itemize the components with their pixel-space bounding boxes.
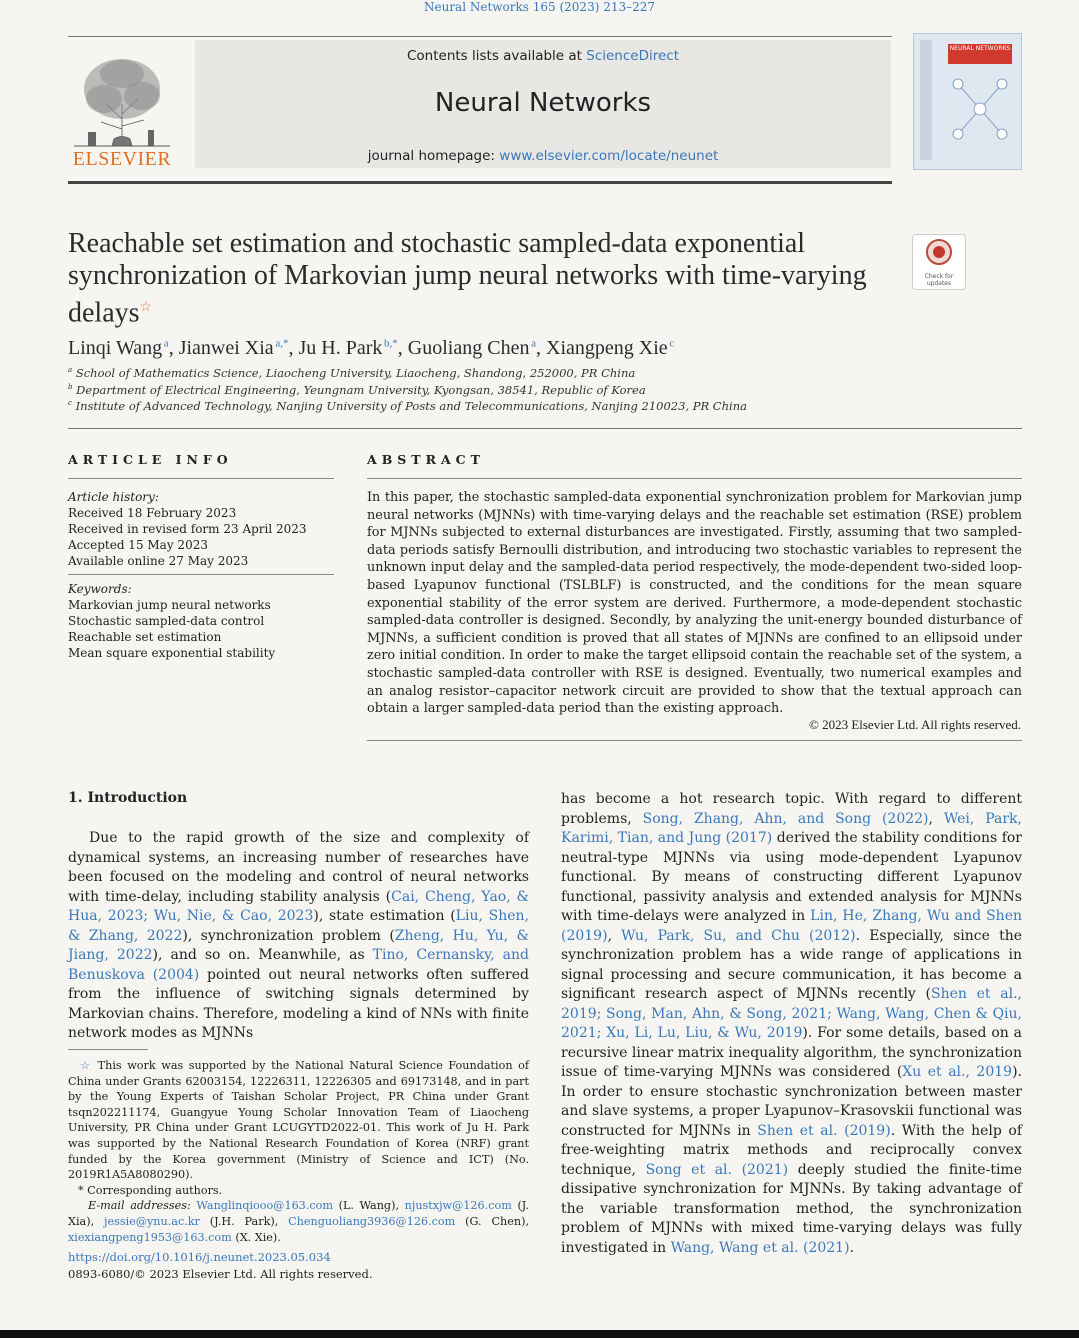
title-footnote-mark[interactable]: ☆ (139, 300, 153, 315)
check-updates-icon (913, 235, 965, 269)
journal-homepage-line (195, 148, 891, 164)
affiliation-b (68, 383, 646, 397)
title-bottom-rule (68, 428, 1022, 429)
citation-link[interactable]: Song et al. (2021) (645, 1161, 789, 1178)
keywords-label: Keywords: (68, 582, 132, 596)
cover-title: NEURAL NETWORKS (948, 44, 1012, 64)
author-name[interactable]: Xiangpeng Xie (546, 337, 668, 359)
affil-mark: c (68, 399, 72, 408)
email-link[interactable]: Chenguoliang3936@126.com (288, 1214, 456, 1228)
funding-text: This work was supported by the National Natural Science Foundation of China under Grants 62003154, 12226311, 12226305 and 69173148, and in part by the Young Experts of Taishan Scholar Project, PR China under Grant tsqn202211174, Guangyue Young Scholar Innovation Team of Liaocheng University, PR China under Grant LCUGYTD2022-01. This work of Ju H. Park was supported by the National Research Foundation of Korea (NRF) grant funded by the Korea government (Ministry of Science and ICT) (No. 2019R1A5A8080290). (68, 1059, 529, 1182)
body-text: ). For some details, based on a recursive linear matrix inequality algorithm, the synchronization issue of time-varying MJNNs was considered ( (561, 1025, 1022, 1080)
email-label: E-mail addresses: (88, 1199, 191, 1213)
citation-link[interactable]: Tino, Cernansky, and Benuskova (2004) (68, 947, 529, 983)
citation-link[interactable]: Shen et al. (2019) (757, 1122, 891, 1139)
body-text: Due to the rapid growth of the size and complexity of dynamical systems, an increasing number of researches have been focused on the modeling and control of neural networks with time-delay, including stability analysis ( (68, 830, 529, 905)
history-online: Available online 27 May 2023 (68, 554, 249, 568)
email-owner: (J.H. Park) (209, 1214, 275, 1228)
journal-citation[interactable]: Neural Networks 165 (2023) 213–227 (423, 0, 656, 14)
affil-text: Department of Electrical Engineering, Yeungnam University, Kyongsan, 38541, Republic of Korea (76, 383, 646, 397)
footnote-rule (68, 1049, 148, 1050)
citation-link[interactable]: Liu, Shen, & Zhang, 2022 (68, 908, 529, 944)
elsevier-wordmark: ELSEVIER (72, 148, 172, 170)
history-label: Article history: (68, 490, 159, 504)
intro-left-column (68, 829, 529, 1044)
sciencedirect-link[interactable]: ScienceDirect (586, 48, 680, 64)
keyword-item: Mean square exponential stability (68, 646, 276, 660)
journal-homepage-link[interactable]: www.elsevier.com/locate/neunet (499, 148, 719, 164)
body-text: . (849, 1239, 855, 1256)
email-footnote: E-mail addresses: Wanglinqiooo@163.com (L. Wang), njustxjw@126.com (J. Xia), jessie@ynu.ac.kr (J.H. Park), Chenguoliang3936@126.com (G. Chen), xiexiangpeng1953@163.com (X. Xie). (68, 1199, 529, 1244)
body-text: derived the stability conditions for neutral-type MJNNs via using mode-dependent Lyapunov functional. By means of constructing different Lyapunov functional, passivity analysis and extended analysis for MJNNs with time-delays were analyzed in (561, 830, 1022, 924)
journal-cover-thumbnail[interactable] (913, 33, 1022, 170)
funding-footnote-mark: ☆ (78, 1059, 93, 1072)
history-received: Received 18 February 2023 (68, 506, 237, 520)
citation-link[interactable]: Zheng, Hu, Yu, & Jiang, 2022 (68, 927, 529, 963)
body-text: ), synchronization problem ( (182, 927, 395, 944)
keyword-item: Reachable set estimation (68, 630, 222, 644)
body-text: , (928, 810, 944, 827)
citation-link[interactable]: Wang, Wang et al. (2021) (670, 1239, 850, 1256)
check-for-updates-button[interactable] (912, 234, 966, 290)
author-list: Linqi Wang $^a$, Jianwei Xia $^{a,*}$, Ju H. Park $^{b,*}$, Guoliang Chen $^a$, Xiangpeng Xie $^c$ (68, 337, 675, 359)
check-updates-label: Check for updates (924, 273, 954, 287)
author-affil-mark[interactable]: c (669, 337, 675, 350)
body-text: , (607, 927, 622, 944)
author-affil-mark[interactable]: a,* (275, 337, 289, 350)
author-affil-mark[interactable]: a (163, 337, 169, 350)
body-text: ), state estimation ( (313, 908, 456, 924)
header-bottom-rule (68, 181, 892, 184)
corresponding-text: Corresponding authors. (87, 1183, 223, 1197)
affil-mark: a (68, 366, 73, 375)
keyword-item: Markovian jump neural networks (68, 598, 271, 612)
author-name[interactable]: Guoliang Chen (407, 337, 530, 359)
history-revised: Received in revised form 23 April 2023 (68, 522, 307, 536)
affiliation-a (68, 366, 635, 380)
header-top-rule (68, 36, 892, 37)
introduction-heading: 1. Introduction (68, 790, 188, 806)
author-name[interactable]: Jianwei Xia (178, 337, 274, 359)
article-title-text: Reachable set estimation and stochastic sampled-data exponential synchronization of Markovian jump neural networks with time-varying delays (68, 228, 867, 329)
abstract-rule (367, 478, 1022, 479)
citation-link[interactable]: Xu et al., 2019 (902, 1064, 1013, 1080)
body-text: ). In order to ensure stochastic synchronization between master and slave systems, a proper Lyapunov–Krasovskii functional was constructed for MJNNs in (561, 1064, 1022, 1139)
citation-link[interactable]: Song, Zhang, Ahn, and Song (2022) (642, 810, 929, 827)
body-text: ), and so on. Meanwhile, as (152, 947, 373, 963)
body-text: has become a hot research topic. With regard to different problems, (561, 791, 1022, 827)
citation-link[interactable]: Wei, Park, Karimi, Tian, and Jung (2017) (561, 810, 1022, 846)
affil-text: School of Mathematics Science, Liaocheng University, Liaocheng, Shandong, 252000, PR China (75, 366, 636, 380)
keywords-rule (68, 574, 334, 575)
author-affil-mark[interactable]: b,* (384, 337, 398, 350)
article-history (68, 489, 338, 569)
body-text: deeply studied the finite-time dissipative synchronization for MJNNs. By taking advantage of the variable transformation method, the synchronization problem of MJNNs with mixed time-varying delays was fully investigated in (561, 1161, 1022, 1256)
article-info-heading: ARTICLE INFO (68, 452, 233, 467)
footnotes (68, 1058, 529, 1245)
email-owner: (L. Wang) (338, 1199, 396, 1213)
journal-name: Neural Networks (434, 88, 652, 118)
keyword-item: Stochastic sampled-data control (68, 614, 265, 628)
email-link[interactable]: xiexiangpeng1953@163.com (68, 1230, 232, 1244)
body-text: . With the help of free-weighting matrix methods and reciprocally convex technique, (561, 1122, 1023, 1178)
citation-link[interactable]: Wu, Park, Su, and Chu (2012) (621, 927, 856, 944)
abstract-text: In this paper, the stochastic sampled-data exponential synchronization problem for Markovian jump neural networks (MJNNs) with time-varying delays and the reachable set estimation (RSE) problem for MJNNs subjected to external disturbances are investigated. Firstly, assuming that two sampled-data periods satisfy Bernoulli distribution, and introducing two stochastic variables to represent the unknown input delay and the sampled-data period respectively, the mode-dependent two-sided loop-based Lyapunov functional (TSLBLF) is constructed, and the conditions for the mean square exponential stability of the error system are derived. Furthermore, a mode-dependent stochastic sampled-data controller is designed. Secondly, by analyzing the unit-energy bounded disturbance of MJNNs, a sufficient condition is proved that all states of MJNNs are confined to an ellipsoid under zero initial condition. In order to make the target ellipsoid contain the reachable set of the system, a stochastic sampled-data controller with RSE is designed. Eventually, two numerical examples and an analog resistor–capacitor network circuit are provided to show that the textual approach can obtain a larger sampled-data period than the existing approach. (367, 490, 1022, 717)
abstract-copyright: © 2023 Elsevier Ltd. All rights reserved. (808, 717, 1021, 732)
corresponding-mark: * (78, 1183, 84, 1197)
homepage-prefix: journal homepage: (367, 148, 500, 164)
author-name[interactable]: Linqi Wang (68, 337, 163, 359)
funding-footnote (68, 1058, 529, 1183)
email-link[interactable]: njustxjw@126.com (404, 1199, 512, 1213)
author-affil-mark[interactable]: a (531, 337, 537, 350)
email-owner: (G. Chen) (465, 1214, 526, 1228)
affil-mark: b (68, 383, 73, 392)
article-info-rule (68, 478, 334, 479)
contents-available-line (195, 48, 891, 64)
email-owner: (J. Xia) (68, 1199, 529, 1228)
article-title (68, 228, 888, 329)
author-name[interactable]: Ju H. Park (298, 337, 383, 359)
corresponding-footnote (68, 1183, 529, 1199)
doi-link[interactable]: https://doi.org/10.1016/j.neunet.2023.05.034 (68, 1250, 331, 1264)
citation-link[interactable]: Shen et al., 2019; Song, Man, Ahn, & Song, 2021; Wang, Wang, Chen & Qiu, 2021; Xu, Li, Lu, Liu, & Wu, 2019 (561, 986, 1022, 1041)
bottom-edge-bar (0, 1330, 1079, 1338)
email-link[interactable]: jessie@ynu.ac.kr (104, 1214, 200, 1228)
affil-text: Institute of Advanced Technology, Nanjing University of Posts and Telecommunications, Nanjing 210023, PR China (75, 399, 747, 413)
history-accepted: Accepted 15 May 2023 (68, 538, 208, 552)
email-link[interactable]: Wanglinqiooo@163.com (196, 1199, 333, 1213)
affiliation-c (68, 399, 747, 413)
abstract-bottom-rule (367, 740, 1022, 741)
issn-line: 0893-6080/© 2023 Elsevier Ltd. All rights reserved. (68, 1267, 373, 1281)
abstract-heading: ABSTRACT (367, 452, 485, 467)
citation-link[interactable]: Lin, He, Zhang, Wu and Shen (2019) (561, 908, 1022, 944)
network-diagram-icon (948, 74, 1012, 144)
body-text: pointed out neural networks often suffered from the influence of switching signals determined by Markovian chains. Therefore, modeling a kind of NNs with finite network modes as MJNNs (68, 966, 529, 1041)
citation-link[interactable]: Cai, Cheng, Yao, & Hua, 2023; Wu, Nie, & Cao, 2023 (68, 888, 530, 924)
intro-right-column (561, 790, 1022, 1258)
cover-spine (920, 40, 932, 160)
keywords-block (68, 581, 338, 661)
email-owner: (X. Xie) (235, 1230, 278, 1244)
contents-prefix: Contents lists available at (406, 48, 587, 64)
body-text: . Especially, since the synchronization problem has a wide range of applications in signal processing and secure communication, it has become a significant research aspect of MJNNs recently ( (561, 927, 1022, 1002)
